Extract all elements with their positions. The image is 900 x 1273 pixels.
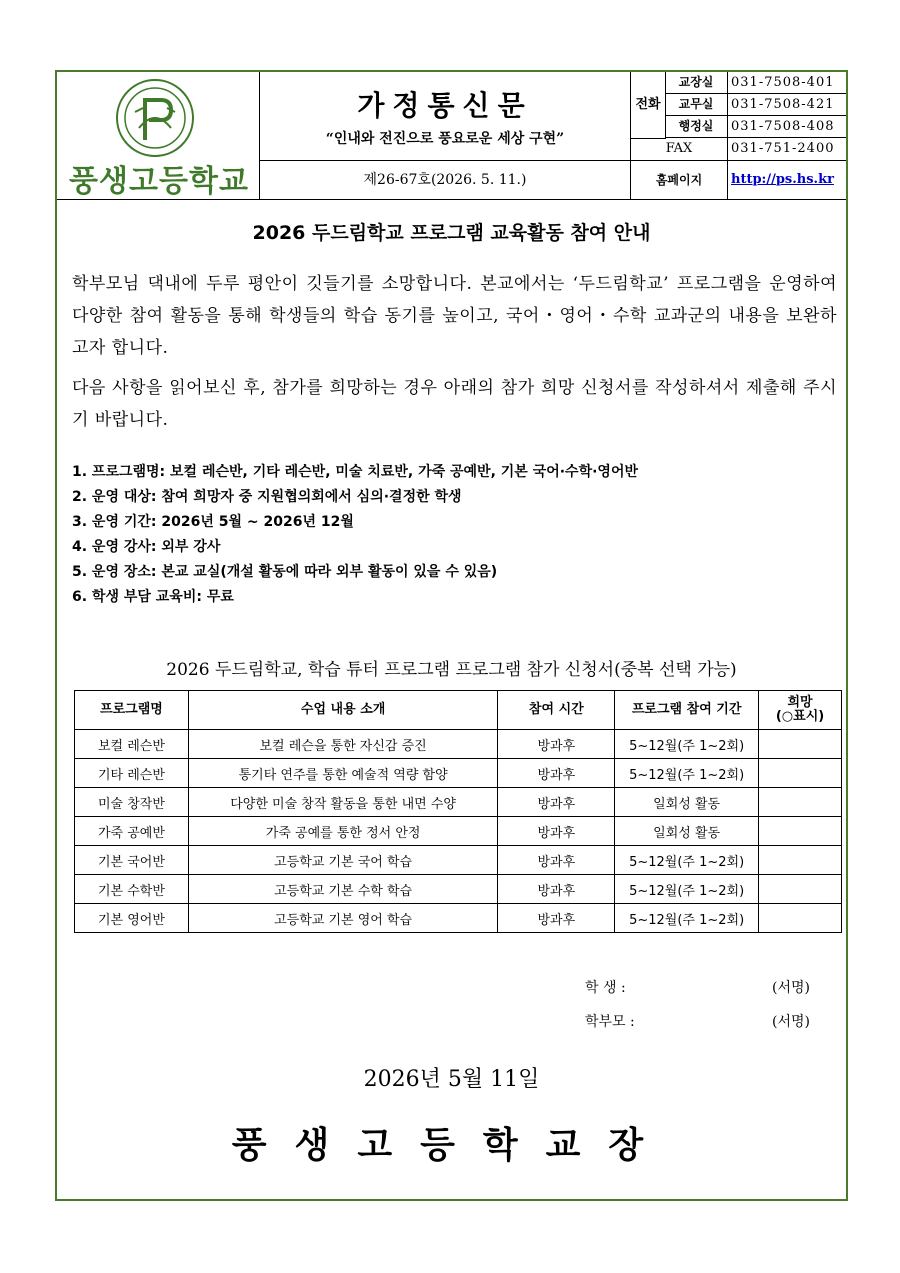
contact-number: 031-7508-401: [731, 75, 835, 90]
principal-signature: 풍생고등학교장: [231, 1124, 672, 1166]
school-motto: “인내와 전진으로 풍요로운 세상 구현”: [325, 131, 565, 147]
student-sign-mark[interactable]: (서명): [772, 980, 810, 996]
list-item: 3. 운영 기간: 2026년 5월 ~ 2026년 12월: [72, 514, 354, 530]
table-row: [75, 788, 842, 817]
header-period: 프로그램 참여 기간: [615, 691, 759, 730]
list-item: 2. 운영 대상: 참여 희망자 중 지원협의회에서 심의·결정한 학생: [72, 489, 462, 505]
phone-label: 전화: [631, 72, 666, 139]
table-row: [75, 817, 842, 846]
cell-period: 5~12월(주 1~2회): [615, 846, 759, 875]
header-wish: 희망 (○표시): [759, 691, 842, 730]
cell-period: 5~12월(주 1~2회): [615, 730, 759, 759]
cell-description: 고등학교 기본 수학 학습: [188, 875, 498, 904]
cell-period: 5~12월(주 1~2회): [615, 904, 759, 933]
fax-row: [631, 138, 846, 161]
cell-time: 방과후: [498, 788, 615, 817]
program-details-list: [72, 460, 837, 610]
parent-sign-mark[interactable]: (서명): [772, 1014, 810, 1030]
title-cell: [260, 72, 631, 161]
header-description: 수업 내용 소개: [188, 691, 498, 730]
cell-wish[interactable]: [759, 846, 842, 875]
cell-program: 기본 국어반: [75, 846, 189, 875]
cell-description: 가죽 공예를 통한 정서 안정: [188, 817, 498, 846]
contact-number: 031-7508-408: [731, 119, 835, 134]
table-row: [75, 846, 842, 875]
cell-program: 보컬 레슨반: [75, 730, 189, 759]
contact-label: 행정실: [665, 116, 728, 137]
fax-number: 031-751-2400: [731, 141, 835, 156]
school-emblem-icon: [115, 78, 195, 158]
list-item: 5. 운영 장소: 본교 교실(개설 활동에 따라 외부 활동이 있을 수 있음): [72, 564, 498, 580]
cell-wish[interactable]: [759, 759, 842, 788]
intro-paragraph: 학부모님 댁내에 두루 평안이 깃들기를 소망합니다. 본교에서는 ‘두드림학교’ 프로그램을 운영하여 다양한 참여 활동을 통해 학생들의 학습 동기를 높이고, 국어・영어・수학 교과군의 내용을 보완하고자 합니다.: [72, 274, 837, 358]
cell-time: 방과후: [498, 904, 615, 933]
cell-program: 기본 영어반: [75, 904, 189, 933]
cell-period: 5~12월(주 1~2회): [615, 759, 759, 788]
issue-date: 2026년 5월 11일: [363, 1067, 540, 1092]
list-item: 1. 프로그램명: 보컬 레슨반, 기타 레슨반, 미술 치료반, 가죽 공예반, 기본 국어·수학·영어반: [72, 464, 638, 480]
homepage-row: [631, 161, 846, 199]
cell-period: 일회성 활동: [615, 788, 759, 817]
list-item: 6. 학생 부담 교육비: 무료: [72, 589, 234, 605]
header-time: 참여 시간: [498, 691, 615, 730]
cell-wish[interactable]: [759, 788, 842, 817]
table-row: [75, 759, 842, 788]
table-header-row: [75, 691, 842, 730]
cell-wish[interactable]: [759, 817, 842, 846]
fax-label: FAX: [631, 138, 728, 160]
homepage-link[interactable]: http://ps.hs.kr: [731, 172, 834, 187]
application-table: [74, 690, 842, 933]
cell-time: 방과후: [498, 875, 615, 904]
cell-description: 통기타 연주를 통한 예술적 역량 함양: [188, 759, 498, 788]
cell-description: 고등학교 기본 국어 학습: [188, 846, 498, 875]
letter-header: [57, 72, 846, 200]
header-program-name: 프로그램명: [75, 691, 189, 730]
document-frame: [55, 70, 848, 1201]
issue-number: 제26-67호(2026. 5. 11.): [260, 161, 631, 199]
cell-description: 다양한 미술 창작 활동을 통한 내면 수양: [188, 788, 498, 817]
contact-row-admin: [665, 116, 846, 138]
contact-label: 교무실: [665, 94, 728, 115]
cell-time: 방과후: [498, 730, 615, 759]
cell-description: 고등학교 기본 영어 학습: [188, 904, 498, 933]
cell-program: 기본 수학반: [75, 875, 189, 904]
page-title: 가정통신문: [357, 89, 533, 122]
contact-row-academic: [665, 94, 846, 116]
instruction-paragraph: 다음 사항을 읽어보신 후, 참가를 희망하는 경우 아래의 참가 희망 신청서를 작성하셔서 제출해 주시기 바랍니다.: [72, 378, 837, 430]
document-title: 2026 두드림학교 프로그램 교육활동 참여 안내: [252, 222, 651, 244]
application-form-title: 2026 두드림학교, 학습 튜터 프로그램 프로그램 참가 신청서(중복 선택 가능): [166, 660, 737, 680]
cell-time: 방과후: [498, 759, 615, 788]
table-row: [75, 875, 842, 904]
cell-time: 방과후: [498, 846, 615, 875]
student-sign-label: 학 생 :: [585, 980, 626, 996]
cell-wish[interactable]: [759, 904, 842, 933]
cell-program: 미술 창작반: [75, 788, 189, 817]
contact-number: 031-7508-421: [731, 97, 835, 112]
school-logo-text: 풍생고등학교: [69, 164, 249, 199]
cell-period: 5~12월(주 1~2회): [615, 875, 759, 904]
cell-time: 방과후: [498, 817, 615, 846]
table-row: [75, 904, 842, 933]
homepage-label: 홈페이지: [631, 161, 728, 199]
school-logo-cell: [57, 72, 260, 199]
cell-program: 기타 레슨반: [75, 759, 189, 788]
parent-sign-label: 학부모 :: [585, 1014, 635, 1030]
cell-wish[interactable]: [759, 875, 842, 904]
cell-wish[interactable]: [759, 730, 842, 759]
cell-program: 가죽 공예반: [75, 817, 189, 846]
table-row: [75, 730, 842, 759]
contact-row-principal: [665, 72, 846, 94]
list-item: 4. 운영 강사: 외부 강사: [72, 539, 221, 555]
cell-period: 일회성 활동: [615, 817, 759, 846]
contact-label: 교장실: [665, 72, 728, 93]
cell-description: 보컬 레슨을 통한 자신감 증진: [188, 730, 498, 759]
